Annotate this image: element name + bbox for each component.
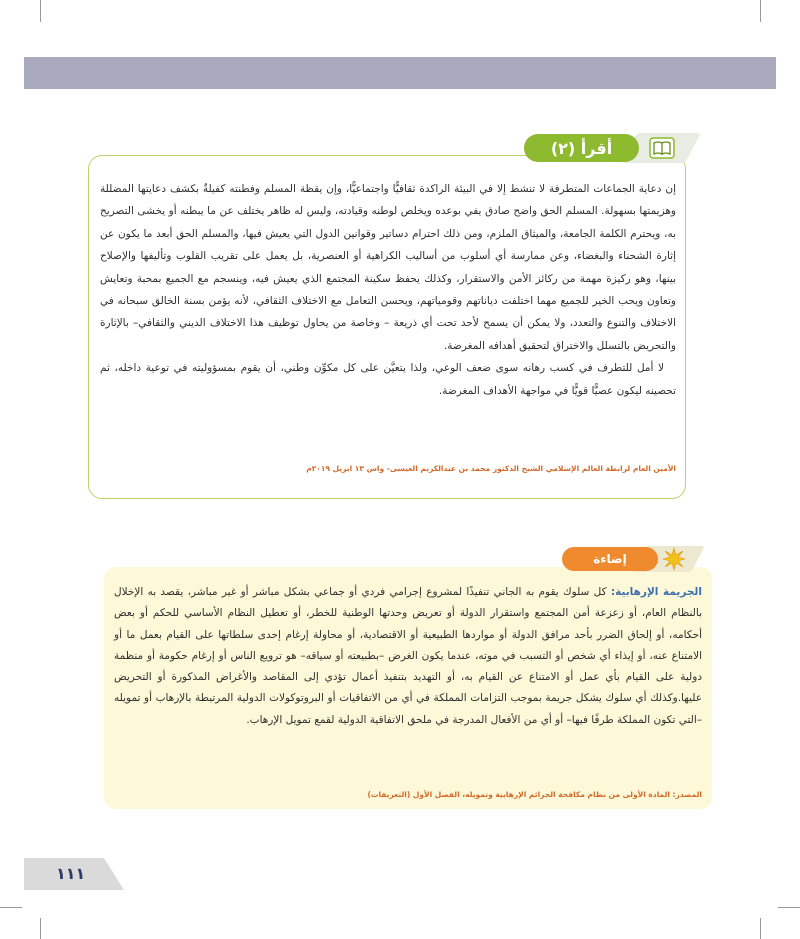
page-number: ١١١ <box>56 864 86 883</box>
crop-mark <box>760 0 761 22</box>
info-section-header <box>558 546 698 572</box>
read-source: الأمين العام لرابطة العالم الإسلامي الشيخ الدكتور محمد بن عبدالكريم العيسى- واس ١٣ ابريل ٢٠١٩م <box>306 464 676 473</box>
open-book-icon <box>649 137 675 159</box>
crop-mark <box>760 918 761 939</box>
info-term: الجريمة الإرهابية: <box>610 586 702 598</box>
read-section-title: أقرأ (٢) <box>524 134 639 162</box>
info-section-title: إضاءة <box>562 547 658 571</box>
star-burst-icon <box>662 547 686 571</box>
crop-mark <box>778 907 800 908</box>
header-band <box>24 57 776 89</box>
crop-mark <box>40 0 41 22</box>
info-source: المصدر: المادة الأولى من نظام مكافحة الجرائم الإرهابية وتمويله، الفصل الأول (التعريفات) <box>367 790 702 799</box>
crop-mark <box>40 918 41 939</box>
read-paragraph: لا أمل للتطرف في كسب رهانه سوى ضعف الوعي، ولذا يتعيَّن على كل مكوِّن وطني، أن يقوم بمسؤوليته في توعية داخله، ثم تحصينه ليكون عصيًّا قويًّا في مواجهة الأهداف المغرضة. <box>100 362 676 397</box>
info-definition: كل سلوك يقوم به الجاني تنفيذًا لمشروع إجرامي فردي أو جماعي بشكل مباشر أو غير مباشر، يقصد به الإخلال بالنظام العام، أو زعزعة أمن المجتمع واستقرار الدولة أو تعريض وحدتها الوطنية للخطر، أو تعطيل النظام الأساسي للحكم أو بعض أحكامه، أو إلحاق الضرر بأحد مرافق الدولة أو مواردها الطبيعية أو الاقتصادية، أو محاولة إرغام إحدى سلطاتها على القيام بعمل ما أو الامتناع عنه، أو إيذاء أي شخص أو التسبب في موته، عندما يكون الغرض –بطبيعته أو سياقه– هو ترويع الناس أو إرغام حكومة أو منظمة دولية على القيام بأي عمل أو الامتناع عن القيام به، أو التهديد بتنفيذ أعمال تؤدي إلى المقاصد والأغراض المذكورة أو التحريض عليها.وكذلك أي سلوك يشكل جريمة بموجب التزامات المملكة في أي من الاتفاقيات أو البروتوكولات الدولية المرتبطة بالإرهاب أو تمويله –التي تكون المملكة طرفًا فيها– أو أي من الأفعال المدرجة في ملحق الاتفاقية الدولية لقمع تمويل الإرهاب. <box>114 586 702 726</box>
crop-mark <box>0 907 22 908</box>
info-body <box>114 582 702 731</box>
read-section-header <box>523 133 693 163</box>
read-body <box>100 178 676 402</box>
read-paragraph: إن دعاية الجماعات المتطرفة لا تنشط إلا في البيئة الراكدة ثقافيًّا واجتماعيًّا، وإن يقظة المسلم وفطنته كفيلةٌ بكشف دعايتها المضللة وهزيمتها بسهولة. المسلم الحق واضح صادق يفي بوعده ويخلص لوطنه وقيادته، وليس له ظاهر يختلف عن ما يبطنه أو يخشى التصريح به، ويحترم الكلمة الجامعة، والميثاق الملزم، ومن ذلك احترام دساتير وقوانين الدول التي يعيش فيها، والمسلم الحق أبعد ما يكون عن إثارة الشحناء والبغضاء، وعن ممارسة أي أسلوب من أساليب الكراهية أو العنصرية، بل يعمل على تقريب القلوب وتأليفها والإصلاح بينها، وهو ركيزة مهمة من ركائز الأمن والاستقرار، وكذلك يحفظ سكينة المجتمع الذي يعيش فيه، وينسجم مع الجميع بمحبة وتعايش وتعاون ويحب الخير للجميع مهما اختلفت دياناتهم وقومياتهم، ويحسن التعامل مع الاختلاف الثقافي، لأنه يؤمن بسنة الخالق سبحانه في الاختلاف والتنوع والتعدد، ولا يمكن أن يسمح لأحد تحت أي ذريعة – وخاصة من يحاول توظيف هذا الاختلاف الديني والثقافي– بالإثارة والتحريض بالتسلل والاختراق لتحقيق أهدافه المغرضة. <box>100 183 676 352</box>
page-number-tab <box>24 858 124 890</box>
